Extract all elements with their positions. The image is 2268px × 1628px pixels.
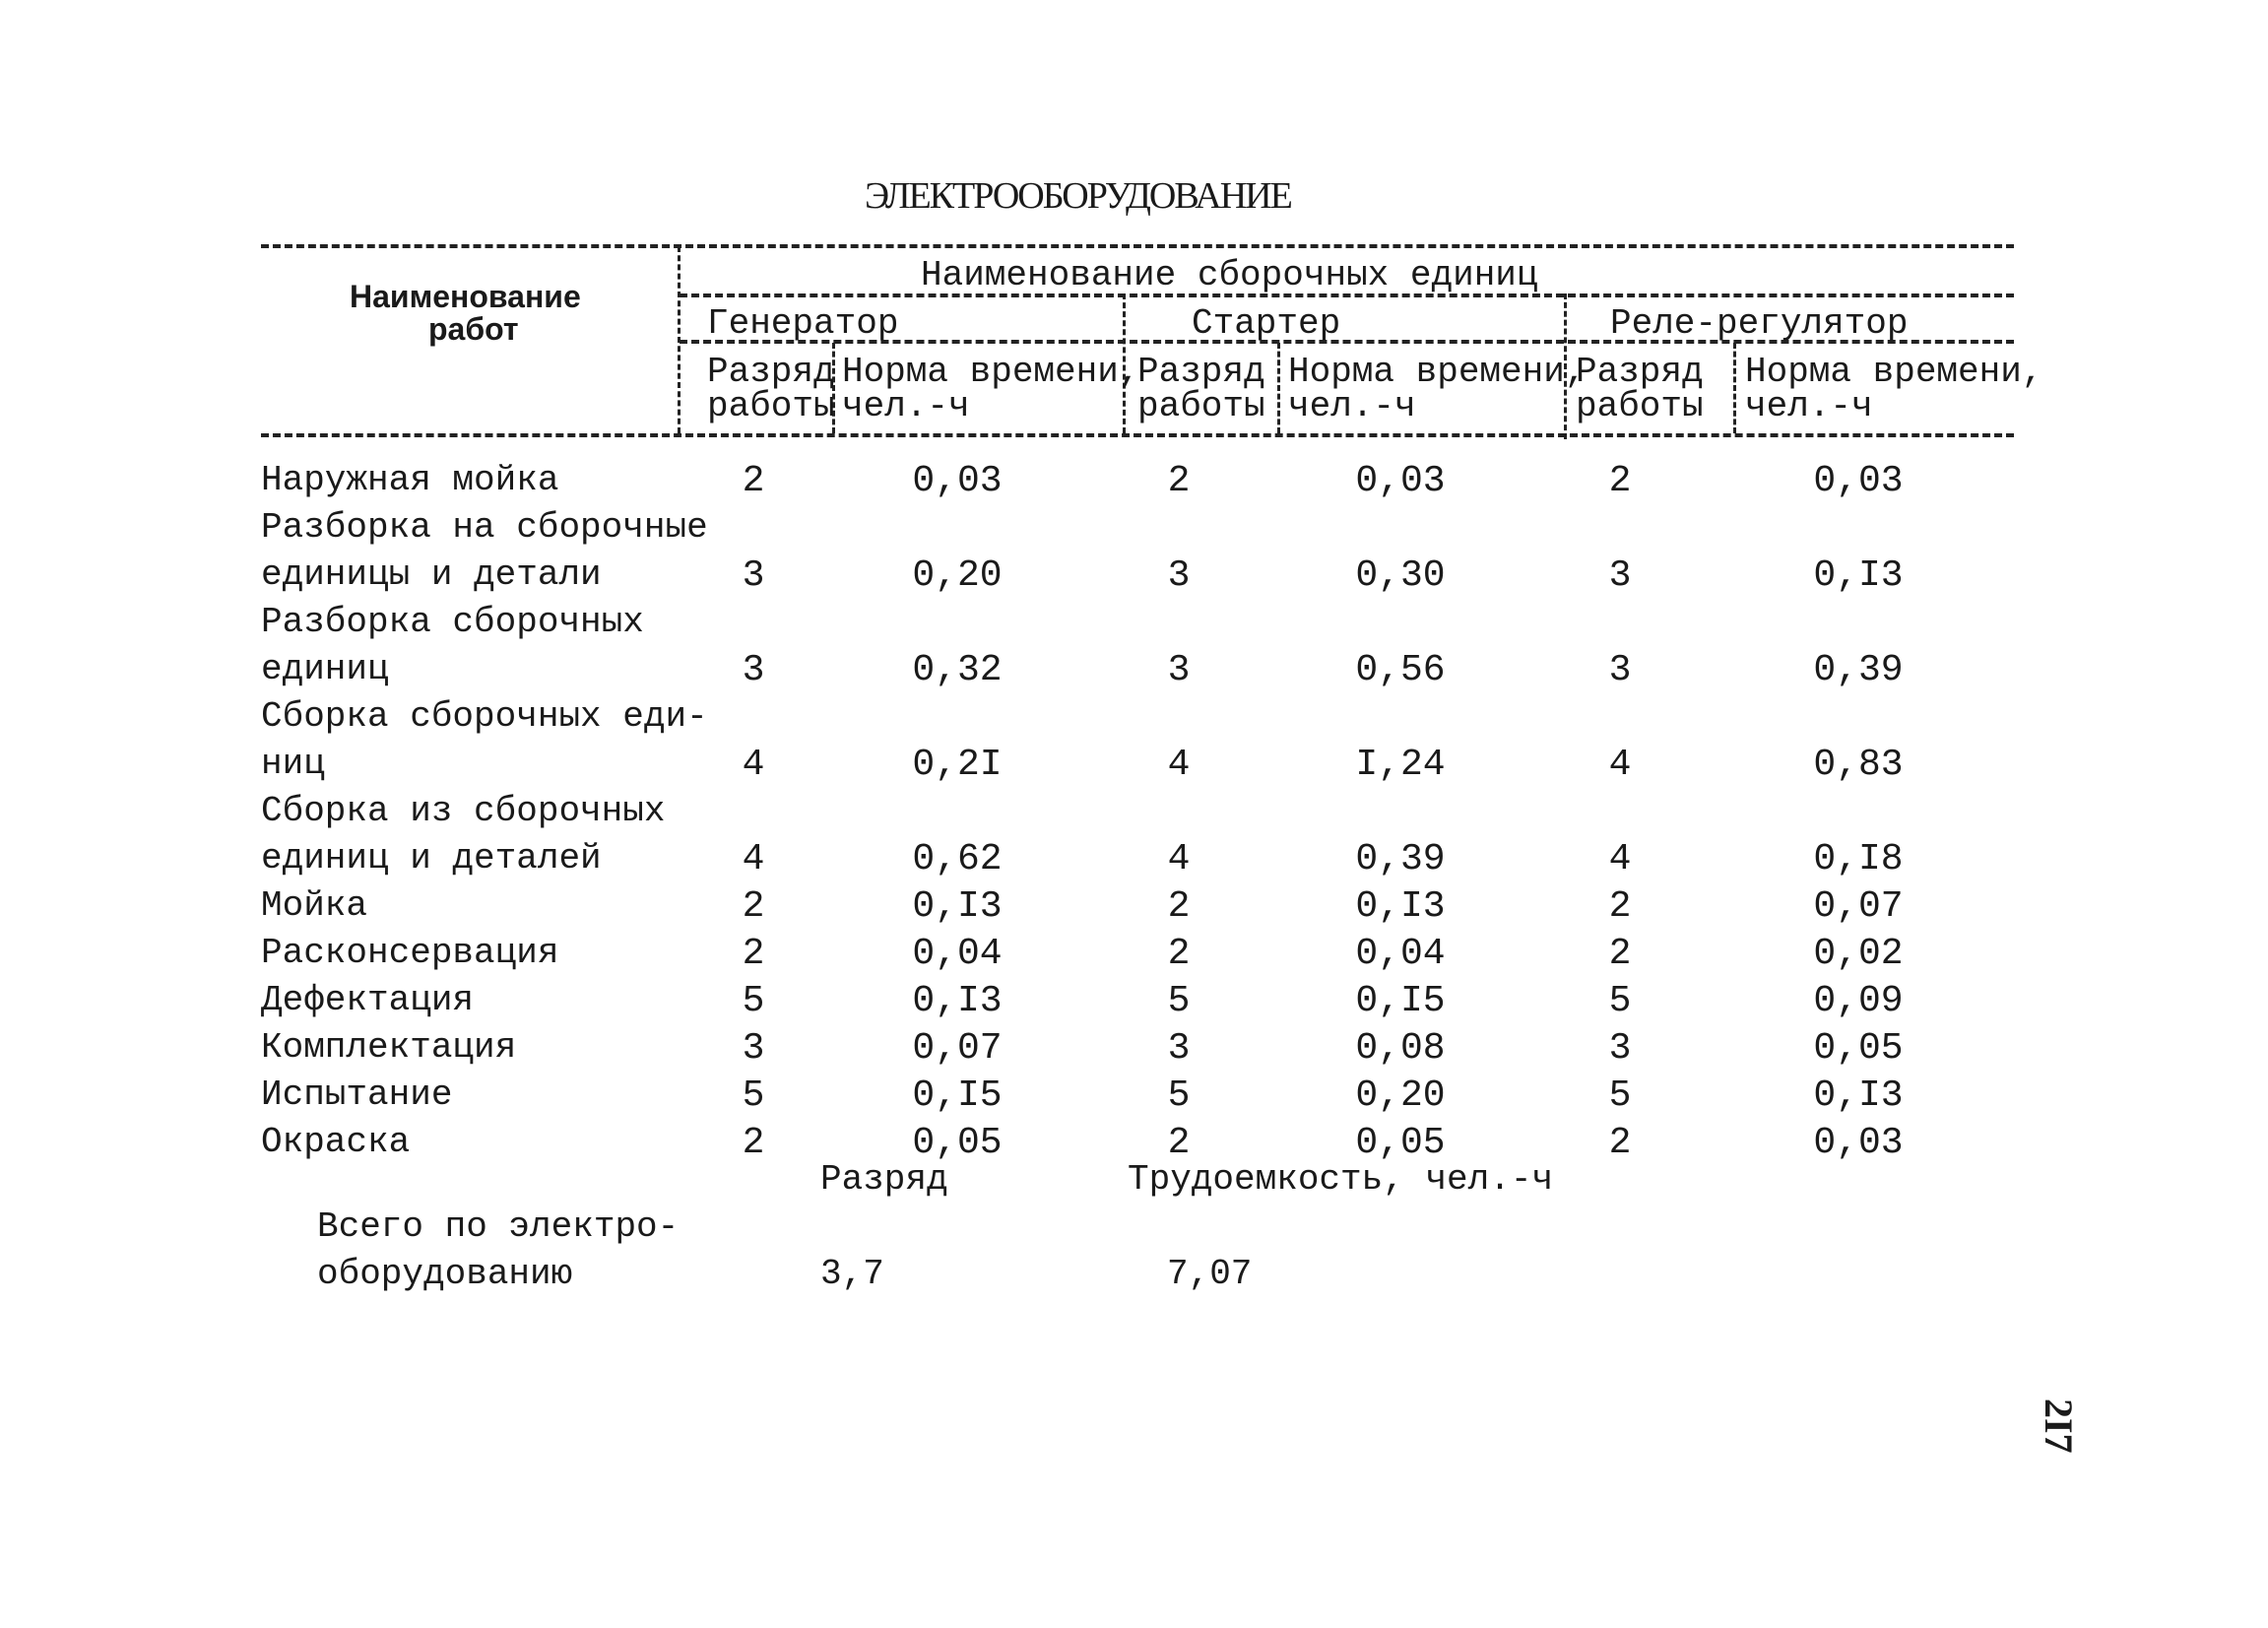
header-work-name: работ — [428, 311, 519, 347]
row-value: 0,05 — [1355, 1122, 1446, 1164]
row-name: Расконсервация — [261, 933, 559, 973]
row-name: единицы и детали — [261, 554, 602, 595]
header-norm: Норма времени, — [1745, 352, 2043, 392]
row-value: 0,05 — [1813, 1027, 1904, 1070]
header-vsep — [678, 246, 680, 433]
row-value: 0,02 — [1813, 933, 1904, 975]
row-value: 0,I3 — [1355, 885, 1446, 928]
row-value: 0,83 — [1813, 744, 1904, 786]
row-value: 0,04 — [1355, 933, 1446, 975]
row-value: 2 — [1608, 1122, 1632, 1164]
row-value: 0,I5 — [912, 1074, 1003, 1117]
row-value: 0,03 — [1355, 460, 1446, 502]
row-value: 0,I3 — [912, 885, 1003, 928]
row-name: Разборка на сборочные — [261, 507, 708, 548]
header-norm: чел.-ч — [842, 386, 970, 426]
header-units-group: Наименование сборочных единиц — [921, 255, 1538, 295]
row-value: 0,09 — [1813, 980, 1904, 1022]
row-name: ниц — [261, 744, 325, 784]
header-grade: Разряд — [1137, 352, 1265, 392]
row-value: 0,39 — [1355, 838, 1446, 880]
row-value: 0,30 — [1355, 554, 1446, 597]
row-value: 2 — [1167, 933, 1191, 975]
header-grade: работы — [1137, 386, 1265, 426]
row-value: 0,56 — [1355, 649, 1446, 691]
row-value: 5 — [1608, 980, 1632, 1022]
row-value: 2 — [742, 933, 765, 975]
header-norm: Норма времени, — [842, 352, 1140, 392]
row-name: Испытание — [261, 1074, 453, 1115]
row-value: 0,05 — [912, 1122, 1003, 1164]
header-vsep — [1733, 343, 1736, 433]
row-value: 0,07 — [1813, 885, 1904, 928]
page-number: 2I7 — [2037, 1399, 2081, 1454]
row-value: 2 — [742, 1122, 765, 1164]
row-value: 3 — [1608, 554, 1632, 597]
row-value: 3 — [742, 554, 765, 597]
row-value: 0,03 — [1813, 460, 1904, 502]
row-value: 2 — [1167, 460, 1191, 502]
row-value: 2 — [742, 460, 765, 502]
summary-labor-label: Трудоемкость, чел.-ч — [1128, 1159, 1554, 1200]
row-value: 3 — [1167, 554, 1191, 597]
row-value: 2 — [1167, 885, 1191, 928]
summary-total-label: оборудованию — [317, 1254, 573, 1294]
row-value: 3 — [1167, 1027, 1191, 1070]
row-value: 0,32 — [912, 649, 1003, 691]
row-value: 3 — [742, 1027, 765, 1070]
row-value: 0,I5 — [1355, 980, 1446, 1022]
header-unit-generator: Генератор — [707, 303, 899, 344]
row-name: Сборка сборочных еди- — [261, 696, 708, 737]
row-name: Разборка сборочных — [261, 602, 644, 642]
row-value: 3 — [1608, 1027, 1632, 1070]
row-value: 2 — [1608, 460, 1632, 502]
header-norm: чел.-ч — [1745, 386, 1873, 426]
row-value: 0,03 — [912, 460, 1003, 502]
row-value: 0,20 — [1355, 1074, 1446, 1117]
header-grade: Разряд — [707, 352, 835, 392]
row-value: 4 — [1167, 838, 1191, 880]
row-name: единиц — [261, 649, 389, 689]
row-value: 5 — [1167, 980, 1191, 1022]
header-norm: Норма времени, — [1288, 352, 1587, 392]
header-unit-starter: Стартер — [1192, 303, 1341, 344]
row-value: 4 — [742, 744, 765, 786]
header-grade: работы — [707, 386, 835, 426]
row-value: 4 — [1608, 838, 1632, 880]
row-value: 0,20 — [912, 554, 1003, 597]
row-value: 5 — [742, 1074, 765, 1117]
row-value: 3 — [742, 649, 765, 691]
row-value: 2 — [1167, 1122, 1191, 1164]
header-grade: Разряд — [1576, 352, 1704, 392]
row-value: 5 — [1167, 1074, 1191, 1117]
row-name: Наружная мойка — [261, 460, 559, 500]
row-value: 3 — [1167, 649, 1191, 691]
row-value: I,24 — [1355, 744, 1446, 786]
row-value: 4 — [1608, 744, 1632, 786]
page-title: ЭЛЕКТРООБОРУДОВАНИЕ — [865, 175, 1291, 217]
row-value: 0,62 — [912, 838, 1003, 880]
row-value: 4 — [1167, 744, 1191, 786]
row-name: Сборка из сборочных — [261, 791, 666, 831]
row-value: 3 — [1608, 649, 1632, 691]
row-value: 5 — [742, 980, 765, 1022]
row-value: 0,39 — [1813, 649, 1904, 691]
summary-grade-value: 3,7 — [820, 1254, 884, 1294]
summary-grade-label: Разряд — [820, 1159, 948, 1200]
row-name: Окраска — [261, 1122, 411, 1162]
row-value: 0,08 — [1355, 1027, 1446, 1070]
summary-total-label: Всего по электро- — [317, 1206, 680, 1247]
header-norm: чел.-ч — [1288, 386, 1416, 426]
row-value: 0,I3 — [1813, 1074, 1904, 1117]
summary-labor-value: 7,07 — [1167, 1254, 1253, 1294]
header-bottom-rule — [261, 433, 2014, 437]
row-value: 2 — [1608, 933, 1632, 975]
row-value: 5 — [1608, 1074, 1632, 1117]
row-name: Мойка — [261, 885, 368, 926]
header-work-name: Наименование — [350, 279, 581, 314]
row-value: 0,03 — [1813, 1122, 1904, 1164]
header-unit-relay: Реле-регулятор — [1610, 303, 1909, 344]
header-vsep — [1277, 343, 1280, 433]
row-name: Комплектация — [261, 1027, 517, 1068]
row-value: 0,I3 — [1813, 554, 1904, 597]
row-value: 0,I3 — [912, 980, 1003, 1022]
row-value: 4 — [742, 838, 765, 880]
row-name: единиц и деталей — [261, 838, 602, 879]
row-value: 2 — [1608, 885, 1632, 928]
row-value: 0,2I — [912, 744, 1003, 786]
header-grade: работы — [1576, 386, 1704, 426]
row-value: 2 — [742, 885, 765, 928]
header-top-rule — [261, 244, 2014, 248]
row-value: 0,07 — [912, 1027, 1003, 1070]
row-value: 0,04 — [912, 933, 1003, 975]
row-value: 0,I8 — [1813, 838, 1904, 880]
row-name: Дефектация — [261, 980, 475, 1020]
